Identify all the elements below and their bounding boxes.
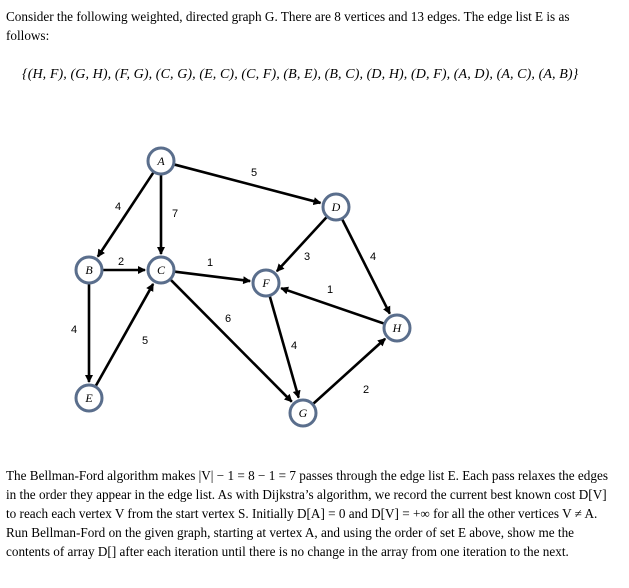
edge-D-H (342, 220, 389, 314)
problem-paragraph: The Bellman-Ford algorithm makes |V| − 1 = 8 − 1 = 7 passes through the edge list E. Each pass relaxes the edges in the order they appear in the edge list. As with Dijkstra’s algorithm, we record the current best known cost D[V] to reach each vertex V from the start vertex S. Initially D[A] = 0 and D[V] = +∞ for all the other vertices V ≠ A. Run Bellman-Ford on the given graph, starting at vertex A, and using the order of set E above, show me the contents of array D[] after each iteration until there is no change in the array from one iteration to the next. (6, 468, 608, 559)
node-C (148, 257, 174, 283)
node-label-C: C (156, 263, 166, 277)
edge-A-D (175, 165, 321, 203)
edge-C-G (171, 280, 292, 402)
edge-D-F (277, 217, 327, 271)
node-label-E: E (85, 391, 93, 405)
node-label-G: G (298, 406, 308, 420)
weight-E-C: 5 (141, 335, 149, 347)
weight-F-G: 4 (290, 340, 298, 352)
node-label-H: H (392, 321, 402, 335)
weight-H-F: 1 (326, 284, 334, 296)
weight-D-H: 4 (369, 251, 377, 263)
node-E (76, 385, 102, 411)
node-A (148, 148, 174, 174)
node-label-A: A (157, 154, 165, 168)
edge-G-H (313, 339, 385, 404)
edge-C-F (175, 272, 250, 281)
node-label-B: B (85, 263, 93, 277)
weight-C-F: 1 (206, 257, 214, 269)
weight-A-C: 7 (171, 208, 179, 220)
node-F (253, 270, 279, 296)
edge-A-B (98, 173, 153, 257)
weight-C-G: 6 (224, 313, 232, 325)
weight-B-E: 4 (70, 324, 78, 336)
weight-G-H: 2 (362, 384, 370, 396)
weight-B-C: 2 (117, 256, 125, 268)
weight-D-F: 3 (303, 251, 311, 263)
node-D (323, 194, 349, 220)
node-label-D: D (331, 200, 341, 214)
node-B (76, 257, 102, 283)
intro-paragraph: Consider the following weighted, directed graph G. There are 8 vertices and 13 edges. The edge list E is as follows: (6, 9, 570, 43)
node-G (290, 400, 316, 426)
edge-list: {(H, F), (G, H), (F, G), (C, G), (E, C), (C, F), (B, E), (B, C), (D, H), (D, F), (A, D), (A, C), (A, B)} (22, 67, 579, 82)
node-H (384, 315, 410, 341)
graph-diagram (0, 135, 629, 465)
weight-A-D: 5 (250, 167, 258, 179)
node-label-F: F (262, 276, 270, 290)
weight-A-B: 4 (114, 201, 122, 213)
nodes-layer (76, 148, 410, 426)
